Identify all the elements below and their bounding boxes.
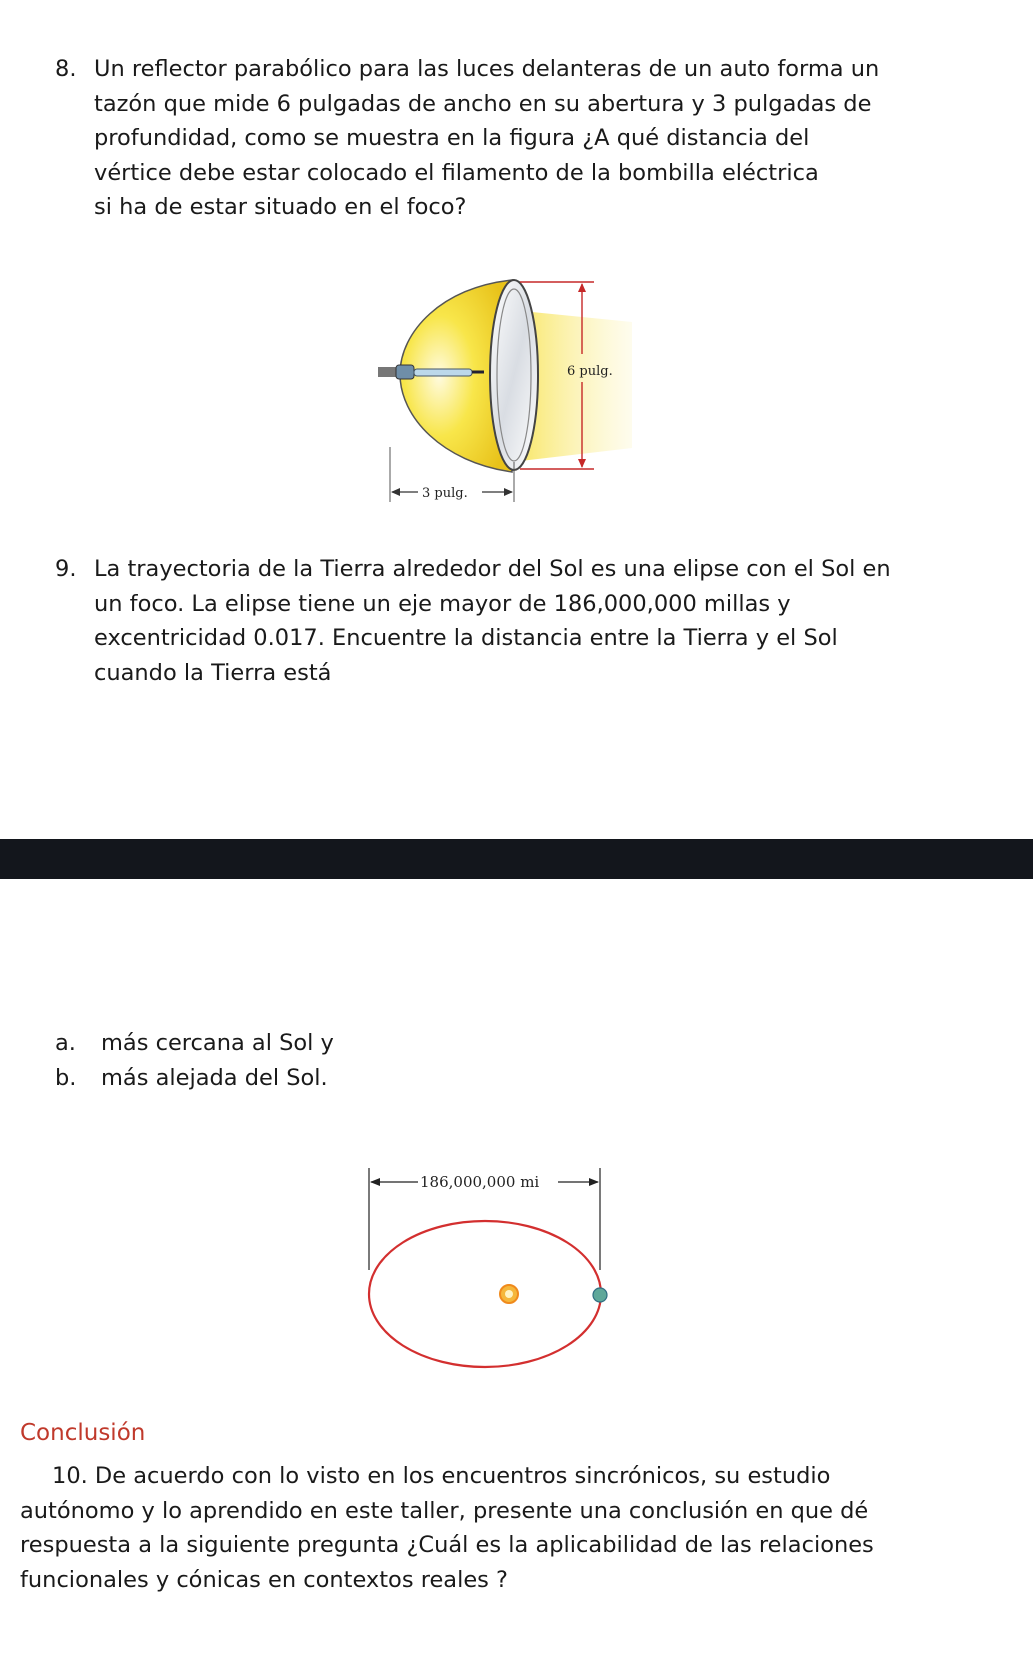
list-item <box>55 1026 334 1061</box>
headlight-reflector-figure <box>372 262 657 510</box>
question-8-line: vértice debe estar colocado el filamento de la bombilla eléctrica <box>94 159 819 186</box>
question-9-items <box>55 1026 334 1095</box>
axis-label: 186,000,000 mi <box>420 1173 540 1191</box>
axis-arrow-head-left <box>370 1178 380 1186</box>
bulb-filament <box>414 369 472 376</box>
width-arrow-head-down <box>578 459 586 468</box>
question-8-line: Un reflector parabólico para las luces delanteras de un auto forma un <box>94 56 880 82</box>
conclusion-line: 10. De acuerdo con lo visto en los encuentros sincrónicos, su estudio <box>52 1463 831 1489</box>
question-8 <box>55 52 945 225</box>
question-8-line: profundidad, como se muestra en la figura ¿A qué distancia del <box>94 125 810 151</box>
list-item <box>55 1061 334 1096</box>
width-arrow-head-up <box>578 283 586 292</box>
question-9 <box>55 552 945 690</box>
question-9-line: un foco. La elipse tiene un eje mayor de 186,000,000 millas y <box>94 590 791 617</box>
depth-arrow-head-left <box>391 488 400 496</box>
list-item-label: a. <box>55 1030 76 1056</box>
depth-label: 3 pulg. <box>422 486 468 501</box>
list-item-text: más alejada del Sol. <box>101 1064 328 1091</box>
question-9-line: cuando la Tierra está <box>94 659 332 686</box>
list-item-text: más cercana al Sol y <box>101 1030 334 1056</box>
question-8-line: tazón que mide 6 pulgadas de ancho en su abertura y 3 pulgadas de <box>94 90 872 117</box>
question-10 <box>20 1459 945 1597</box>
sun-core <box>505 1290 513 1298</box>
dark-separator-bar <box>0 839 1033 879</box>
conclusion-line: funcionales y cónicas en contextos reales ? <box>20 1566 508 1593</box>
axis-arrow-head-right <box>589 1178 599 1186</box>
question-8-number: 8. <box>55 56 77 82</box>
list-item-label: b. <box>55 1064 77 1091</box>
question-9-number: 9. <box>55 556 77 582</box>
orbit-ellipse <box>369 1221 601 1367</box>
bulb-base <box>396 365 414 379</box>
bulb-socket <box>378 367 398 377</box>
conclusion-line: respuesta a la siguiente pregunta ¿Cuál es la aplicabilidad de las relaciones <box>20 1532 874 1558</box>
question-9-line: La trayectoria de la Tierra alrededor del Sol es una elipse con el Sol en <box>94 556 891 582</box>
question-9-line: excentricidad 0.017. Encuentre la distancia entre la Tierra y el Sol <box>94 625 838 651</box>
depth-arrow-head-right <box>504 488 513 496</box>
orbit-illustration <box>352 1158 622 1378</box>
width-label: 6 pulg. <box>567 364 613 379</box>
earth-icon <box>593 1288 607 1302</box>
conclusion-title: Conclusión <box>20 1420 146 1446</box>
conclusion-line: autónomo y lo aprendido en este taller, presente una conclusión en que dé <box>20 1497 869 1524</box>
headlight-illustration <box>372 262 657 510</box>
question-8-line: si ha de estar situado en el foco? <box>94 194 467 220</box>
earth-orbit-figure <box>352 1158 622 1378</box>
